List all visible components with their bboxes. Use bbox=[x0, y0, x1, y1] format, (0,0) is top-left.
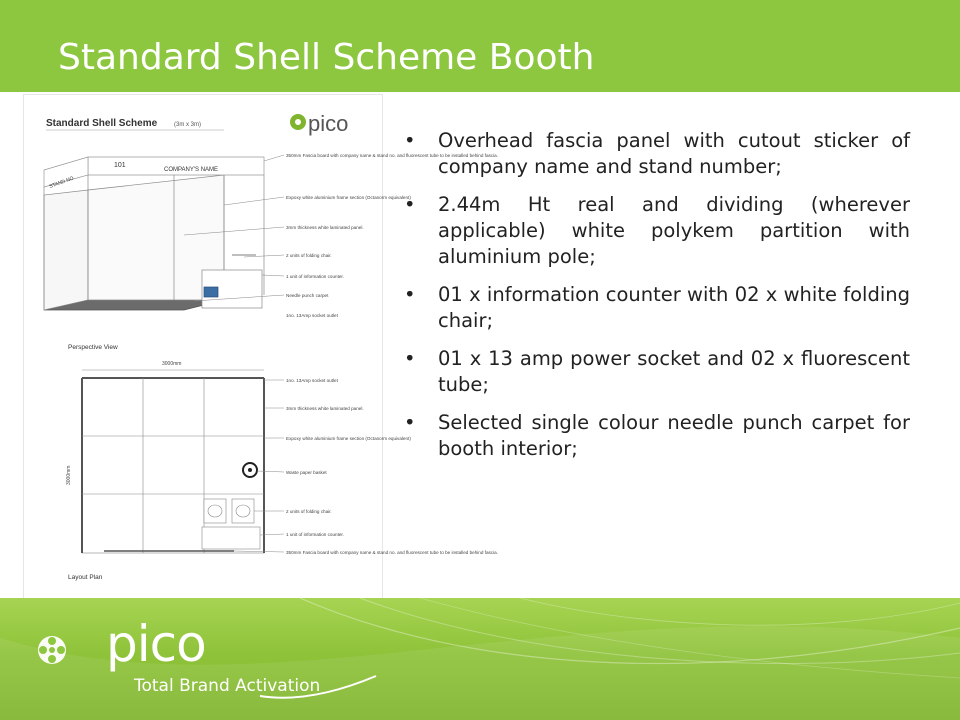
dimension-height: 3000mm bbox=[66, 465, 72, 485]
footer-logo-text: pico bbox=[106, 615, 206, 673]
waste-basket-icon bbox=[243, 463, 257, 477]
perspective-label: Perspective View bbox=[68, 344, 118, 351]
layout-callout-fascia: 350mm Fascia board with company name & stand no. and fluorescent tube to be installed behind fascia. bbox=[286, 550, 498, 555]
drawing-heading: Standard Shell Scheme bbox=[46, 118, 158, 129]
booth-drawing bbox=[24, 95, 498, 600]
feature-item: • 01 x information counter with 02 x white folding chair; bbox=[404, 282, 910, 334]
feature-item: • Overhead fascia panel with cutout sticker of company name and stand number; bbox=[404, 128, 910, 180]
drawing-heading-sub: (3m x 3m) bbox=[174, 122, 201, 128]
booth-drawing-svg bbox=[24, 95, 498, 600]
title-bar bbox=[0, 0, 960, 92]
layout-callout-basket: Waste paper basket bbox=[286, 470, 327, 475]
pico-flower-icon bbox=[30, 628, 90, 688]
callout-counter: 1 unit of information counter. bbox=[286, 274, 344, 279]
callout-socket: 1no. 13Amp socket outlet bbox=[286, 313, 338, 318]
layout-callout-chairs: 2 units of folding chair. bbox=[286, 509, 332, 514]
layout-callout-frame: Expoxy white aluminium frame section (Octanorm equivalent) bbox=[286, 436, 411, 441]
callout-fascia: 350mm Fascia board with company name & stand no. and fluorescent tube to be installed behind fascia. bbox=[286, 153, 498, 158]
pico-logo-icon bbox=[290, 114, 306, 130]
footer-tagline: Total Brand Activation bbox=[134, 676, 321, 696]
fascia-company: COMPANY'S NAME bbox=[164, 167, 219, 173]
tagline-swoosh-icon bbox=[258, 672, 378, 702]
feature-item: • 2.44m Ht real and dividing (wherever applicable) white polykem partition with aluminium pole; bbox=[404, 192, 910, 270]
drawing-logo-text: pico bbox=[308, 111, 349, 136]
perspective-view bbox=[44, 157, 264, 310]
feature-item: • 01 x 13 amp power socket and 02 x fluorescent tube; bbox=[404, 346, 910, 398]
layout-callout-socket: 1no. 13Amp socket outlet bbox=[286, 378, 338, 383]
layout-callout-counter: 1 unit of information counter. bbox=[286, 532, 344, 537]
feature-item: • Selected single colour needle punch carpet for booth interior; bbox=[404, 410, 910, 462]
callout-frame: Expoxy white aluminium frame section (Octanorm equivalent) bbox=[286, 195, 411, 200]
callout-panel: 3mm thickness white laminated panel. bbox=[286, 225, 364, 230]
dimension-width: 3000mm bbox=[162, 361, 182, 367]
fascia-number: 101 bbox=[114, 162, 126, 169]
slide-title: Standard Shell Scheme Booth bbox=[58, 37, 595, 78]
callout-carpet: Needle punch carpet bbox=[286, 293, 329, 298]
fascia-side: STAND NO bbox=[48, 175, 75, 190]
layout-plan-label: Layout Plan bbox=[68, 574, 103, 581]
callout-chairs: 2 units of folding chair. bbox=[286, 253, 332, 258]
layout-plan bbox=[82, 378, 264, 553]
layout-callout-panel: 3mm thickness white laminated panel. bbox=[286, 406, 364, 411]
feature-list bbox=[404, 128, 910, 474]
